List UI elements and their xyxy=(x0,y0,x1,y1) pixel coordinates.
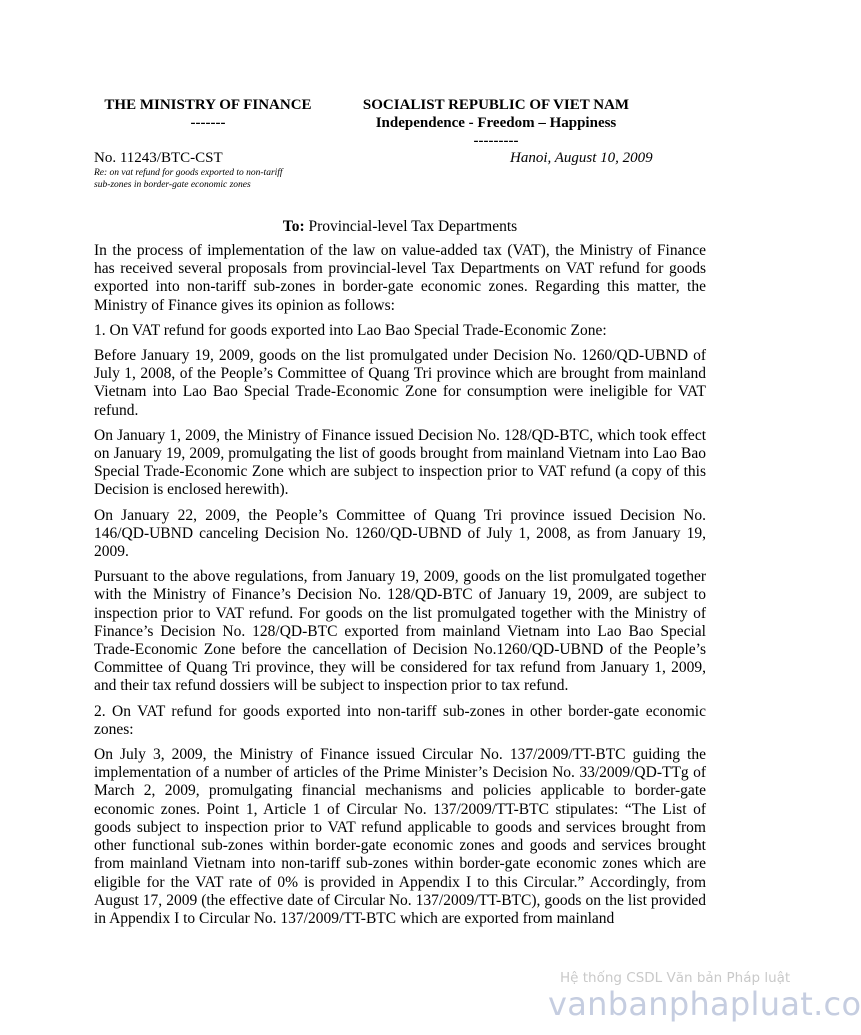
ministry-divider: ------- xyxy=(190,115,226,131)
addressee-label: To: xyxy=(282,218,305,235)
document-number: No. 11243/BTC-CST xyxy=(94,150,223,166)
section-heading-1: 1. On VAT refund for goods exported into Lao Bao Special Trade-Economic Zone: xyxy=(94,321,607,339)
paragraph-intro: In the process of implementation of the law on value-added tax (VAT), the Ministry of Finance has received several proposals from provincial-level Tax Departments on VAT refund for goods exported into non-tariff sub-zones in border-gate economic zones. Regarding this matter, the Ministry of Finance gives its opinion as follows: xyxy=(94,242,706,314)
ministry-name: THE MINISTRY OF FINANCE xyxy=(104,97,312,113)
addressee xyxy=(94,218,706,236)
national-motto: Independence - Freedom – Happiness xyxy=(375,115,617,131)
subject-line xyxy=(94,167,324,191)
subject-line-1: Re: on vat refund for goods exported to non-tariff xyxy=(94,168,283,178)
motto-divider: --------- xyxy=(473,133,519,149)
issuer-block xyxy=(92,96,324,132)
national-title-block xyxy=(346,96,646,150)
issue-date: Hanoi, August 10, 2009 xyxy=(510,150,653,166)
paragraph: On July 3, 2009, the Ministry of Finance issued Circular No. 137/2009/TT-BTC guiding the implementation of a number of articles of the Prime Minister’s Decision No. 33/2009/QD-TTg of March 2, 2009, promulgating financial mechanisms and policies applicable to border-gate economic zones. Point 1, Article 1 of Circular No. 137/2009/TT-BTC stipulates: “The List of goods subject to inspection prior to VAT refund applicable to goods and services brought from other functional sub-zones within border-gate economic zones and goods and services brought from mainland Vietnam into non-tariff sub-zones within border-gate economic zones which are eligible for the VAT rate of 0% is provided in Appendix I to this Circular.” Accordingly, from August 17, 2009 (the effective date of Circular No. 137/2009/TT-BTC), goods on the list provided in Appendix I to Circular No. 137/2009/TT-BTC which are exported from mainland xyxy=(94,746,706,927)
section-heading-2: 2. On VAT refund for goods exported into non-tariff sub-zones in other border-gate economic zones: xyxy=(94,702,706,738)
paragraph: Before January 19, 2009, goods on the list promulgated under Decision No. 1260/QD-UBND of July 1, 2008, of the People’s Committee of Quang Tri province which are brought from mainland Vietnam into Lao Bao Special Trade-Economic Zone for consumption were ineligible for VAT refund. xyxy=(94,347,706,419)
paragraph: Pursuant to the above regulations, from January 19, 2009, goods on the list promulgated together with the Ministry of Finance’s Decision No. 128/QD-BTC of January 19, 2009, are subject to inspection prior to VAT refund. For goods on the list promulgated together with the Ministry of Finance’s Decision No. 128/QD-BTC exported from mainland Vietnam into Lao Bao Special Trade-Economic Zone before the cancellation of Decision No.1260/QD-UBND of the People’s Committee of Quang Tri province, they will be considered for tax refund from January 1, 2009, and their tax refund dossiers will be subject to inspection prior to tax refund. xyxy=(94,568,706,695)
document-body xyxy=(94,242,706,935)
republic-name: SOCIALIST REPUBLIC OF VIET NAM xyxy=(362,97,630,113)
addressee-text: Provincial-level Tax Departments xyxy=(304,218,518,235)
watermark-site: vanbanphapluat.co xyxy=(548,985,861,1023)
paragraph: On January 22, 2009, the People’s Committee of Quang Tri province issued Decision No. 146/QD-UBND canceling Decision No. 1260/QD-UBND of July 1, 2008, as from January 19, 2009. xyxy=(94,506,706,561)
subject-line-2: sub-zones in border-gate economic zones xyxy=(94,180,251,190)
paragraph: On January 1, 2009, the Ministry of Finance issued Decision No. 128/QD-BTC, which took effect on January 19, 2009, promulgating the list of goods brought from mainland Vietnam into Lao Bao Special Trade-Economic Zone which are subject to inspection prior to VAT refund (a copy of this Decision is enclosed herewith). xyxy=(94,426,706,499)
watermark-caption: Hệ thống CSDL Văn bản Pháp luật xyxy=(560,970,791,986)
